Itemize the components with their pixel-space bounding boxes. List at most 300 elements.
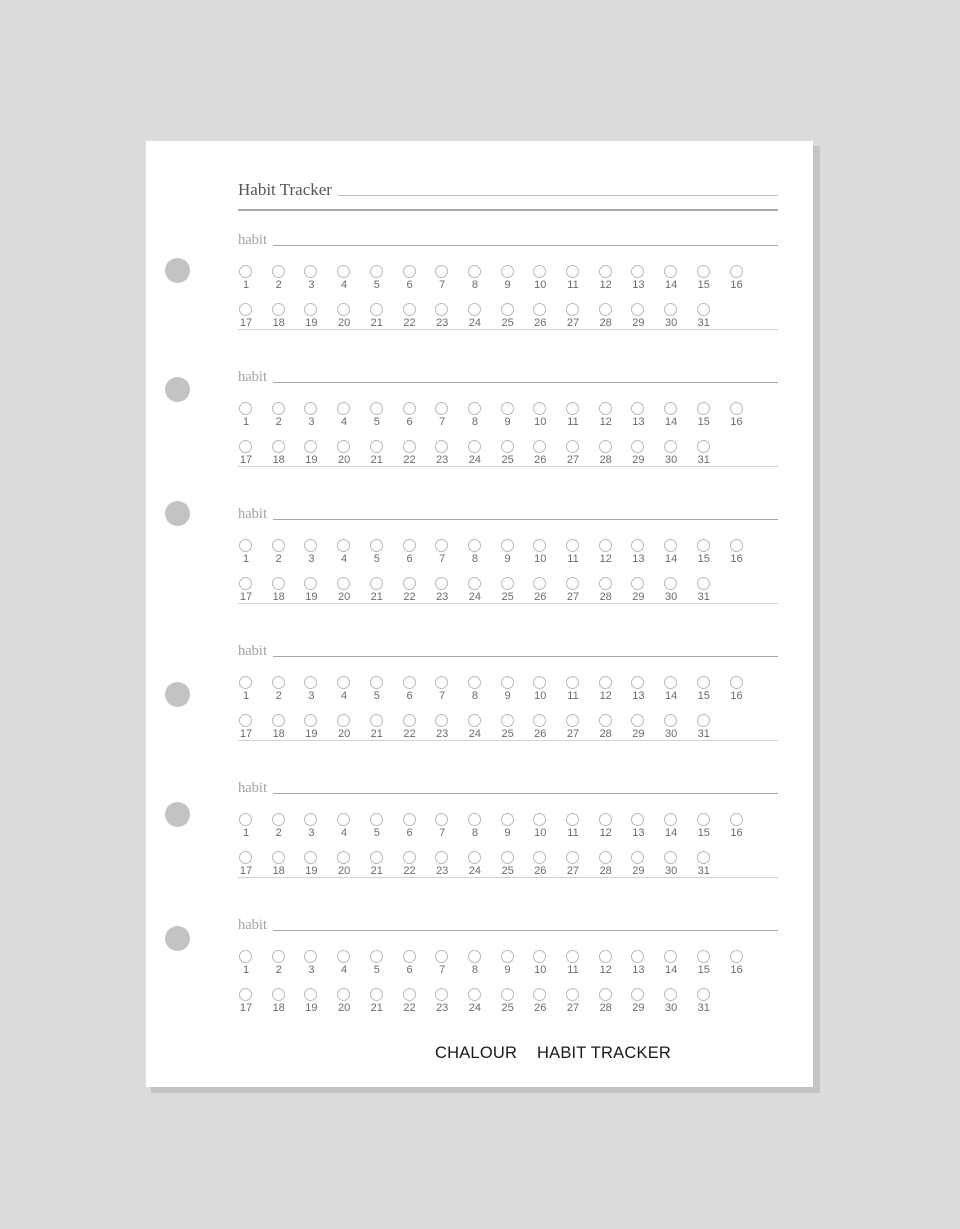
- binder-hole-icon: [165, 926, 190, 951]
- day-checkbox[interactable]: [467, 577, 487, 603]
- checkbox-circle-icon: [631, 714, 644, 727]
- day-number: 9: [504, 416, 511, 428]
- day-checkbox[interactable]: [467, 265, 487, 291]
- day-checkbox[interactable]: [369, 539, 389, 565]
- day-checkbox[interactable]: [271, 440, 291, 466]
- day-number: 17: [239, 1002, 253, 1014]
- day-checkbox[interactable]: [238, 265, 258, 291]
- day-checkbox[interactable]: [565, 577, 585, 603]
- day-checkbox[interactable]: [696, 577, 716, 603]
- day-checkbox[interactable]: [696, 303, 716, 329]
- day-checkbox[interactable]: [598, 303, 618, 329]
- habit-section: [238, 501, 778, 621]
- day-checkbox[interactable]: [663, 303, 683, 329]
- day-checkbox[interactable]: [729, 539, 749, 565]
- day-checkbox[interactable]: [565, 440, 585, 466]
- day-number: 24: [468, 1002, 482, 1014]
- day-number: 6: [406, 964, 413, 976]
- day-checkbox[interactable]: [630, 813, 650, 839]
- day-checkbox[interactable]: [402, 714, 422, 740]
- day-checkbox[interactable]: [532, 988, 552, 1014]
- day-number: 31: [697, 454, 710, 466]
- day-checkbox[interactable]: [434, 303, 454, 329]
- day-number: 5: [373, 964, 380, 976]
- day-checkbox[interactable]: [532, 714, 552, 740]
- habit-section: [238, 912, 778, 1032]
- day-checkbox[interactable]: [467, 813, 487, 839]
- day-number: 4: [341, 827, 348, 839]
- day-checkbox[interactable]: [532, 440, 552, 466]
- day-number: 18: [272, 1002, 285, 1014]
- day-checkbox[interactable]: [565, 813, 585, 839]
- day-checkbox[interactable]: [238, 988, 258, 1014]
- checkbox-circle-icon: [272, 676, 285, 689]
- day-number: 14: [664, 964, 678, 976]
- day-checkbox[interactable]: [500, 813, 520, 839]
- habit-write-line[interactable]: [273, 382, 778, 383]
- day-checkbox[interactable]: [303, 676, 323, 702]
- day-checkbox[interactable]: [696, 265, 716, 291]
- checkbox-circle-icon: [501, 265, 514, 278]
- day-checkbox[interactable]: [271, 539, 291, 565]
- day-checkbox[interactable]: [238, 440, 258, 466]
- day-number: 1: [242, 964, 250, 976]
- checkbox-circle-icon: [730, 402, 743, 415]
- day-checkbox[interactable]: [565, 303, 585, 329]
- checkbox-circle-icon: [337, 440, 350, 453]
- day-checkbox[interactable]: [402, 303, 422, 329]
- day-checkbox[interactable]: [467, 539, 487, 565]
- habit-label: habit: [238, 505, 267, 522]
- checkbox-circle-icon: [501, 539, 514, 552]
- day-checkbox[interactable]: [598, 813, 618, 839]
- day-checkbox[interactable]: [402, 577, 422, 603]
- checkbox-circle-icon: [533, 950, 546, 963]
- day-checkbox[interactable]: [303, 851, 323, 877]
- checkbox-circle-icon: [664, 950, 677, 963]
- day-checkbox[interactable]: [663, 988, 683, 1014]
- day-checkbox[interactable]: [696, 402, 716, 428]
- day-checkbox[interactable]: [500, 402, 520, 428]
- checkbox-circle-icon: [501, 402, 514, 415]
- checkbox-circle-icon: [337, 577, 350, 590]
- day-checkbox[interactable]: [663, 402, 683, 428]
- day-checkbox[interactable]: [598, 950, 618, 976]
- checkbox-circle-icon: [304, 265, 317, 278]
- day-checkbox[interactable]: [369, 265, 389, 291]
- checkbox-circle-icon: [239, 303, 252, 316]
- habit-section: [238, 775, 778, 895]
- day-checkbox[interactable]: [369, 950, 389, 976]
- day-checkbox[interactable]: [238, 950, 258, 976]
- day-checkbox[interactable]: [369, 402, 389, 428]
- day-checkbox[interactable]: [500, 440, 520, 466]
- day-checkbox[interactable]: [434, 440, 454, 466]
- day-number: 1: [242, 827, 250, 839]
- day-checkbox[interactable]: [336, 988, 356, 1014]
- day-number: 25: [501, 728, 514, 740]
- day-checkbox[interactable]: [630, 539, 650, 565]
- day-checkbox[interactable]: [303, 577, 323, 603]
- day-number: 18: [272, 728, 285, 740]
- binder-hole-icon: [165, 682, 190, 707]
- day-checkbox[interactable]: [532, 950, 552, 976]
- day-checkbox[interactable]: [434, 265, 454, 291]
- day-checkbox[interactable]: [565, 988, 585, 1014]
- day-checkbox[interactable]: [565, 950, 585, 976]
- checkbox-circle-icon: [631, 851, 644, 864]
- day-checkbox[interactable]: [565, 539, 585, 565]
- day-checkbox[interactable]: [467, 988, 487, 1014]
- day-checkbox[interactable]: [500, 676, 520, 702]
- day-checkbox[interactable]: [336, 577, 356, 603]
- checkbox-circle-icon: [501, 303, 514, 316]
- day-checkbox[interactable]: [434, 402, 454, 428]
- day-number: 8: [471, 964, 478, 976]
- day-number: 2: [275, 279, 282, 291]
- day-checkbox[interactable]: [369, 303, 389, 329]
- day-checkbox[interactable]: [402, 851, 422, 877]
- day-checkbox[interactable]: [630, 402, 650, 428]
- day-number: 10: [534, 416, 547, 428]
- day-checkbox[interactable]: [271, 950, 291, 976]
- day-checkbox[interactable]: [663, 813, 683, 839]
- day-checkbox[interactable]: [369, 813, 389, 839]
- checkbox-circle-icon: [468, 303, 481, 316]
- day-checkbox[interactable]: [336, 539, 356, 565]
- day-checkbox[interactable]: [303, 440, 323, 466]
- day-checkbox[interactable]: [303, 402, 323, 428]
- day-checkbox[interactable]: [402, 440, 422, 466]
- day-checkbox[interactable]: [630, 440, 650, 466]
- day-checkbox[interactable]: [532, 577, 552, 603]
- day-checkbox[interactable]: [303, 539, 323, 565]
- day-checkbox[interactable]: [598, 539, 618, 565]
- checkbox-circle-icon: [304, 988, 317, 1001]
- day-checkbox[interactable]: [271, 714, 291, 740]
- day-checkbox[interactable]: [369, 714, 389, 740]
- day-number: 20: [337, 728, 351, 740]
- day-number: 7: [439, 553, 446, 565]
- day-checkbox[interactable]: [271, 676, 291, 702]
- checkbox-circle-icon: [370, 676, 383, 689]
- day-checkbox[interactable]: [630, 950, 650, 976]
- day-number: 28: [599, 454, 612, 466]
- day-checkbox[interactable]: [532, 539, 552, 565]
- day-checkbox[interactable]: [663, 676, 683, 702]
- day-checkbox[interactable]: [663, 577, 683, 603]
- day-number: 14: [664, 416, 678, 428]
- day-checkbox[interactable]: [369, 440, 389, 466]
- day-checkbox[interactable]: [238, 303, 258, 329]
- checkbox-circle-icon: [304, 676, 317, 689]
- day-checkbox[interactable]: [238, 813, 258, 839]
- day-checkbox[interactable]: [696, 440, 716, 466]
- day-number: 7: [439, 279, 446, 291]
- checkbox-circle-icon: [599, 988, 612, 1001]
- day-checkbox[interactable]: [434, 714, 454, 740]
- day-checkbox[interactable]: [369, 676, 389, 702]
- day-checkbox[interactable]: [630, 988, 650, 1014]
- day-checkbox[interactable]: [467, 714, 487, 740]
- day-checkbox[interactable]: [630, 577, 650, 603]
- day-checkbox[interactable]: [402, 402, 422, 428]
- checkbox-circle-icon: [370, 813, 383, 826]
- day-checkbox[interactable]: [663, 265, 683, 291]
- day-checkbox[interactable]: [336, 265, 356, 291]
- day-checkbox[interactable]: [729, 402, 749, 428]
- day-checkbox[interactable]: [630, 676, 650, 702]
- day-checkbox[interactable]: [696, 988, 716, 1014]
- day-number: 7: [439, 690, 446, 702]
- checkbox-circle-icon: [501, 950, 514, 963]
- day-checkbox[interactable]: [565, 265, 585, 291]
- day-checkbox[interactable]: [696, 714, 716, 740]
- day-checkbox[interactable]: [238, 402, 258, 428]
- checkbox-circle-icon: [664, 714, 677, 727]
- day-checkbox[interactable]: [696, 950, 716, 976]
- checkbox-circle-icon: [468, 402, 481, 415]
- day-checkbox[interactable]: [467, 303, 487, 329]
- day-number: 27: [566, 865, 580, 877]
- day-number: 20: [337, 317, 351, 329]
- day-checkbox[interactable]: [303, 265, 323, 291]
- day-checkbox[interactable]: [369, 851, 389, 877]
- day-checkbox[interactable]: [402, 676, 422, 702]
- day-checkbox[interactable]: [663, 950, 683, 976]
- day-checkbox[interactable]: [696, 676, 716, 702]
- checkbox-circle-icon: [370, 714, 383, 727]
- day-checkbox[interactable]: [369, 988, 389, 1014]
- day-checkbox[interactable]: [467, 402, 487, 428]
- day-number: 31: [697, 865, 710, 877]
- day-checkbox[interactable]: [434, 676, 454, 702]
- day-checkbox[interactable]: [598, 714, 618, 740]
- day-checkbox[interactable]: [336, 440, 356, 466]
- binder-hole-icon: [165, 802, 190, 827]
- day-checkbox[interactable]: [238, 714, 258, 740]
- day-checkbox[interactable]: [696, 813, 716, 839]
- checkbox-circle-icon: [403, 303, 416, 316]
- day-checkbox[interactable]: [336, 851, 356, 877]
- day-checkbox[interactable]: [565, 676, 585, 702]
- day-checkbox[interactable]: [532, 676, 552, 702]
- day-number: 1: [242, 279, 250, 291]
- day-checkbox[interactable]: [729, 265, 749, 291]
- day-checkbox[interactable]: [467, 950, 487, 976]
- day-checkbox[interactable]: [532, 265, 552, 291]
- checkbox-circle-icon: [304, 950, 317, 963]
- day-checkbox[interactable]: [500, 950, 520, 976]
- day-checkbox[interactable]: [467, 676, 487, 702]
- day-checkbox[interactable]: [663, 714, 683, 740]
- day-checkbox[interactable]: [402, 265, 422, 291]
- day-checkbox[interactable]: [238, 676, 258, 702]
- day-checkbox[interactable]: [729, 676, 749, 702]
- day-checkbox[interactable]: [598, 402, 618, 428]
- day-checkbox[interactable]: [238, 577, 258, 603]
- day-checkbox[interactable]: [303, 950, 323, 976]
- day-checkbox[interactable]: [434, 988, 454, 1014]
- checkbox-circle-icon: [533, 440, 546, 453]
- day-checkbox[interactable]: [238, 851, 258, 877]
- day-checkbox[interactable]: [598, 440, 618, 466]
- day-checkbox[interactable]: [696, 851, 716, 877]
- day-number: 2: [275, 416, 282, 428]
- habit-write-line[interactable]: [273, 656, 778, 657]
- day-checkbox[interactable]: [271, 402, 291, 428]
- day-number: 17: [239, 454, 253, 466]
- title-write-line[interactable]: [338, 195, 778, 196]
- day-checkbox[interactable]: [630, 303, 650, 329]
- day-checkbox[interactable]: [303, 303, 323, 329]
- day-checkbox[interactable]: [565, 714, 585, 740]
- binder-hole-icon: [165, 501, 190, 526]
- day-checkbox[interactable]: [500, 265, 520, 291]
- checkbox-circle-icon: [272, 813, 285, 826]
- checkbox-circle-icon: [501, 714, 514, 727]
- checkbox-circle-icon: [631, 676, 644, 689]
- day-checkbox[interactable]: [434, 950, 454, 976]
- day-checkbox[interactable]: [303, 714, 323, 740]
- day-checkbox[interactable]: [663, 851, 683, 877]
- day-number: 5: [373, 553, 380, 565]
- day-checkbox[interactable]: [336, 676, 356, 702]
- checkbox-circle-icon: [599, 577, 612, 590]
- day-checkbox[interactable]: [303, 988, 323, 1014]
- day-checkbox[interactable]: [434, 539, 454, 565]
- day-checkbox[interactable]: [598, 577, 618, 603]
- checkbox-circle-icon: [272, 402, 285, 415]
- day-checkbox[interactable]: [532, 813, 552, 839]
- day-number: 4: [341, 690, 348, 702]
- day-number: 1: [242, 553, 250, 565]
- day-number: 8: [471, 553, 478, 565]
- day-number: 25: [501, 454, 514, 466]
- day-checkbox[interactable]: [238, 539, 258, 565]
- day-number: 10: [534, 690, 547, 702]
- day-checkbox[interactable]: [402, 813, 422, 839]
- checkbox-circle-icon: [468, 851, 481, 864]
- day-checkbox[interactable]: [402, 950, 422, 976]
- day-checkbox[interactable]: [663, 440, 683, 466]
- habit-write-line[interactable]: [273, 793, 778, 794]
- day-number: 29: [632, 454, 645, 466]
- day-checkbox[interactable]: [369, 577, 389, 603]
- checkbox-circle-icon: [566, 851, 579, 864]
- day-checkbox[interactable]: [630, 265, 650, 291]
- day-checkbox[interactable]: [598, 265, 618, 291]
- day-checkbox[interactable]: [696, 539, 716, 565]
- day-number: 11: [567, 279, 579, 291]
- day-checkbox[interactable]: [500, 577, 520, 603]
- checkbox-circle-icon: [239, 813, 252, 826]
- day-checkbox[interactable]: [271, 303, 291, 329]
- day-checkbox[interactable]: [500, 539, 520, 565]
- checkbox-circle-icon: [435, 265, 448, 278]
- day-checkbox[interactable]: [271, 577, 291, 603]
- day-checkbox[interactable]: [271, 851, 291, 877]
- day-checkbox[interactable]: [532, 402, 552, 428]
- checkbox-circle-icon: [468, 539, 481, 552]
- day-checkbox[interactable]: [336, 402, 356, 428]
- day-checkbox[interactable]: [467, 440, 487, 466]
- habit-write-line[interactable]: [273, 930, 778, 931]
- day-checkbox[interactable]: [565, 851, 585, 877]
- day-checkbox[interactable]: [500, 714, 520, 740]
- habit-label: habit: [238, 368, 267, 385]
- day-checkbox[interactable]: [500, 988, 520, 1014]
- day-checkbox[interactable]: [630, 851, 650, 877]
- day-checkbox[interactable]: [303, 813, 323, 839]
- day-checkbox[interactable]: [630, 714, 650, 740]
- day-number: 14: [664, 690, 678, 702]
- day-number: 1: [242, 690, 250, 702]
- day-checkbox[interactable]: [271, 813, 291, 839]
- checkbox-circle-icon: [533, 714, 546, 727]
- day-number: 12: [599, 827, 612, 839]
- section-divider: [238, 877, 778, 878]
- day-checkbox[interactable]: [729, 813, 749, 839]
- day-checkbox[interactable]: [598, 676, 618, 702]
- day-number: 11: [567, 690, 579, 702]
- checkbox-circle-icon: [566, 676, 579, 689]
- checkbox-circle-icon: [501, 676, 514, 689]
- day-number: 21: [370, 317, 383, 329]
- title-row: [238, 179, 778, 201]
- day-checkbox[interactable]: [271, 265, 291, 291]
- day-checkbox[interactable]: [434, 577, 454, 603]
- habit-label: habit: [238, 779, 267, 796]
- day-checkbox[interactable]: [729, 950, 749, 976]
- day-checkbox[interactable]: [663, 539, 683, 565]
- day-number: 11: [567, 416, 579, 428]
- habit-row: [238, 501, 778, 523]
- day-number: 19: [305, 865, 318, 877]
- day-checkbox[interactable]: [434, 851, 454, 877]
- day-checkbox[interactable]: [402, 988, 422, 1014]
- title-divider: [238, 209, 778, 211]
- day-checkbox[interactable]: [336, 303, 356, 329]
- day-checkbox[interactable]: [500, 303, 520, 329]
- day-checkbox[interactable]: [402, 539, 422, 565]
- habit-write-line[interactable]: [273, 245, 778, 246]
- day-number: 27: [566, 591, 580, 603]
- checkbox-circle-icon: [435, 577, 448, 590]
- day-checkbox[interactable]: [336, 813, 356, 839]
- day-checkbox[interactable]: [467, 851, 487, 877]
- checkbox-circle-icon: [501, 813, 514, 826]
- day-checkbox[interactable]: [434, 813, 454, 839]
- day-checkbox[interactable]: [532, 851, 552, 877]
- day-checkbox[interactable]: [336, 714, 356, 740]
- checkbox-circle-icon: [304, 813, 317, 826]
- day-number: 21: [370, 1002, 383, 1014]
- checkbox-circle-icon: [599, 714, 612, 727]
- day-checkbox[interactable]: [336, 950, 356, 976]
- day-checkbox[interactable]: [271, 988, 291, 1014]
- day-number: 22: [403, 728, 416, 740]
- habit-write-line[interactable]: [273, 519, 778, 520]
- day-checkbox[interactable]: [598, 851, 618, 877]
- checkbox-circle-icon: [599, 851, 612, 864]
- day-checkbox[interactable]: [532, 303, 552, 329]
- day-checkbox[interactable]: [565, 402, 585, 428]
- day-checkbox[interactable]: [500, 851, 520, 877]
- checkbox-circle-icon: [337, 988, 350, 1001]
- checkbox-circle-icon: [631, 988, 644, 1001]
- day-checkbox[interactable]: [598, 988, 618, 1014]
